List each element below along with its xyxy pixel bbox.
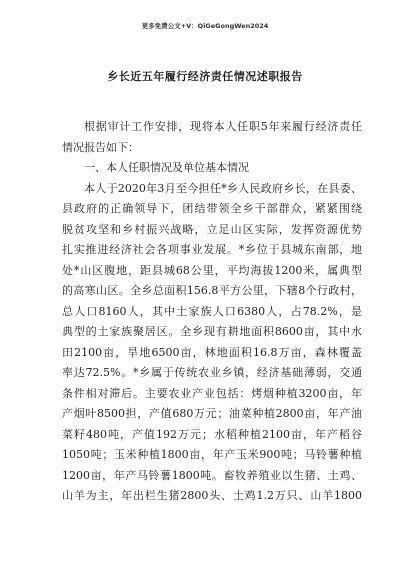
document-body [62,117,362,507]
body-line: 扎实推进经济社会各项事业发展。*乡位于县城东南部，地 [62,243,362,256]
body-line: 处*山区腹地，距县城68公里，平均海拔1200米，属典型 [62,263,362,277]
body-line: 田2100亩，旱地6500亩，林地面积16.8万亩，森林覆盖 [62,345,362,359]
body-line: 率达72.5%。*乡属于传统农业乡镇，经济基础薄弱，交通 [62,366,362,379]
body-line: 产烟叶8500担，产值680万元；油菜种植2800亩，年产油 [62,407,362,420]
body-line: 总人口8160人，其中土家族人口6380人，占78.2%，是 [62,304,362,318]
section-heading: 一、本人任职情况及单位基本情况 [84,161,249,174]
body-line: 脱贫攻坚和乡村振兴战略，立足山区实际，发挥资源优势 [62,222,362,236]
body-line: 情况报告如下： [62,140,139,154]
document-title: 乡长近五年履行经济责任情况述职报告 [107,70,303,83]
body-line: 山羊为主，年出栏生猪2800头、土鸡1.2万只、山羊1800 [62,489,362,502]
body-line: 本人于2020年3月至今担任*乡人民政府乡长，在县委、 [84,181,362,195]
body-line: 菜籽480吨，产值192万元；水稻种植2100亩，年产稻谷 [62,427,362,441]
body-line: 条件相对滞后。主要农业产业包括：烤烟种植3200亩，年 [62,386,362,400]
body-line: 根据审计工作安排，现将本人任职5年来履行经济责任 [84,120,362,133]
header-note: 更多免费公文+V：QiGeGongWen2024 [141,22,269,30]
body-line: 典型的土家族聚居区。全乡现有耕地面积8600亩，其中水 [62,325,362,338]
body-line: 1050吨；玉米种植1800亩，年产玉米900吨；马铃薯种植 [62,448,362,461]
body-line: 的高寒山区。全乡总面积156.8平方公里，下辖8个行政村， [62,284,362,297]
body-line: 县政府的正确领导下，团结带领全乡干部群众，紧紧围绕 [62,202,362,215]
body-line: 1200亩，年产马铃薯1800吨。畜牧养殖业以生猪、土鸡、 [62,468,362,482]
